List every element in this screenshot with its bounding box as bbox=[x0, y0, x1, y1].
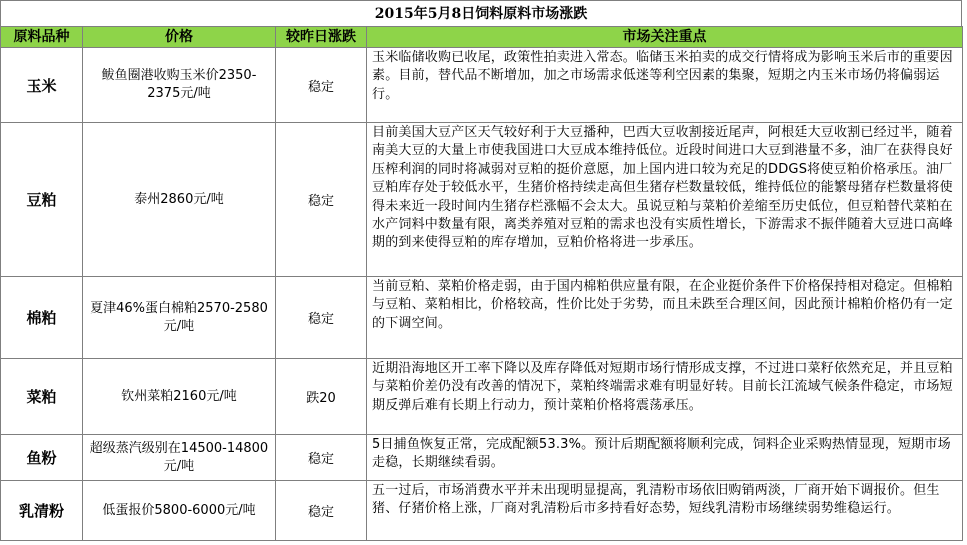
table-row bbox=[1, 48, 963, 123]
change-cell[interactable]: 稳定 bbox=[276, 435, 367, 481]
variety-cell[interactable]: 菜粕 bbox=[1, 359, 83, 435]
table-row bbox=[1, 481, 963, 541]
notes-cell[interactable]: 五一过后，市场消费水平并未出现明显提高，乳清粉市场依旧购销两淡，厂商开始下调报价。但生猪、仔猪价格上涨，厂商对乳清粉后市多持看好态势，短线乳清粉市场继续弱势维稳运行。 bbox=[367, 481, 963, 541]
notes-cell[interactable]: 当前豆粕、菜粕价格走弱，由于国内棉粕供应量有限，在企业挺价条件下价格保持相对稳定。但棉粕与豆粕、菜粕相比，价格较高，性价比处于劣势，而且未跌至合理区间，因此预计棉粕价格仍有一定的下调空间。 bbox=[367, 277, 963, 359]
header-notes: 市场关注重点 bbox=[367, 27, 963, 48]
header-change: 较昨日涨跌 bbox=[276, 27, 367, 48]
variety-cell[interactable]: 鱼粉 bbox=[1, 435, 83, 481]
header-price: 价格 bbox=[83, 27, 276, 48]
price-cell[interactable]: 超级蒸汽级别在14500-14800元/吨 bbox=[83, 435, 276, 481]
price-cell[interactable]: 低蛋报价5800-6000元/吨 bbox=[83, 481, 276, 541]
table-row bbox=[1, 359, 963, 435]
notes-cell[interactable]: 玉米临储收购已收尾，政策性拍卖进入常态。临储玉米拍卖的成交行情将成为影响玉米后市的重要因素。目前，替代品不断增加，加之市场需求低迷等利空因素的集聚，短期之内玉米市场仍将偏弱运行。 bbox=[367, 48, 963, 123]
feed-market-table bbox=[0, 26, 963, 541]
notes-cell[interactable]: 近期沿海地区开工率下降以及库存降低对短期市场行情形成支撑，不过进口菜籽依然充足，并且豆粕与菜粕价差仍没有改善的情况下，菜粕终端需求难有明显好转。目前长江流域气候条件稳定，市场短期反弹后难有长期上行动力，预计菜粕价格将震荡承压。 bbox=[367, 359, 963, 435]
table-row bbox=[1, 277, 963, 359]
notes-cell[interactable]: 5日捕鱼恢复正常，完成配额53.3%。预计后期配额将顺利完成，饲料企业采购热情显现，短期市场走稳，长期继续看弱。 bbox=[367, 435, 963, 481]
notes-cell[interactable]: 目前美国大豆产区天气较好利于大豆播种，巴西大豆收割接近尾声，阿根廷大豆收割已经过半，随着南美大豆的大量上市使我国进口大豆成本维持低位。近段时间进口大豆到港量不多，油厂在获得良好压榨利润的同时将减弱对豆粕的挺价意愿，加上国内进口较为充足的DDGS将使豆粕价格承压。油厂豆粕库存处于较低水平，生猪价格持续走高但生猪存栏数量较低，维持低位的能繁母猪存栏数量将使得未来近一段时间内生猪存栏涨幅不会太大。虽说豆粕与菜粕价差缩至历史低位，但豆粕替代菜粕在水产饲料中数量有限，离类养殖对豆粕的需求也没有实质性增长，下游需求不振伴随着大豆进口高峰期的到来使得豆粕的库存增加，豆粕价格将进一步承压。 bbox=[367, 123, 963, 277]
change-cell[interactable]: 稳定 bbox=[276, 48, 367, 123]
change-cell[interactable]: 稳定 bbox=[276, 123, 367, 277]
price-cell[interactable]: 钦州菜粕2160元/吨 bbox=[83, 359, 276, 435]
variety-cell[interactable]: 棉粕 bbox=[1, 277, 83, 359]
table-row bbox=[1, 123, 963, 277]
change-cell[interactable]: 跌20 bbox=[276, 359, 367, 435]
variety-cell[interactable]: 玉米 bbox=[1, 48, 83, 123]
header-row bbox=[1, 27, 963, 48]
table-title: 2015年5月8日饲料原料市场涨跌 bbox=[0, 0, 962, 26]
change-cell[interactable]: 稳定 bbox=[276, 277, 367, 359]
price-cell[interactable]: 泰州2860元/吨 bbox=[83, 123, 276, 277]
price-cell[interactable]: 夏津46%蛋白棉粕2570-2580元/吨 bbox=[83, 277, 276, 359]
variety-cell[interactable]: 豆粕 bbox=[1, 123, 83, 277]
header-variety: 原料品种 bbox=[1, 27, 83, 48]
variety-cell[interactable]: 乳清粉 bbox=[1, 481, 83, 541]
price-cell[interactable]: 鲅鱼圈港收购玉米价2350-2375元/吨 bbox=[83, 48, 276, 123]
table-row bbox=[1, 435, 963, 481]
change-cell[interactable]: 稳定 bbox=[276, 481, 367, 541]
